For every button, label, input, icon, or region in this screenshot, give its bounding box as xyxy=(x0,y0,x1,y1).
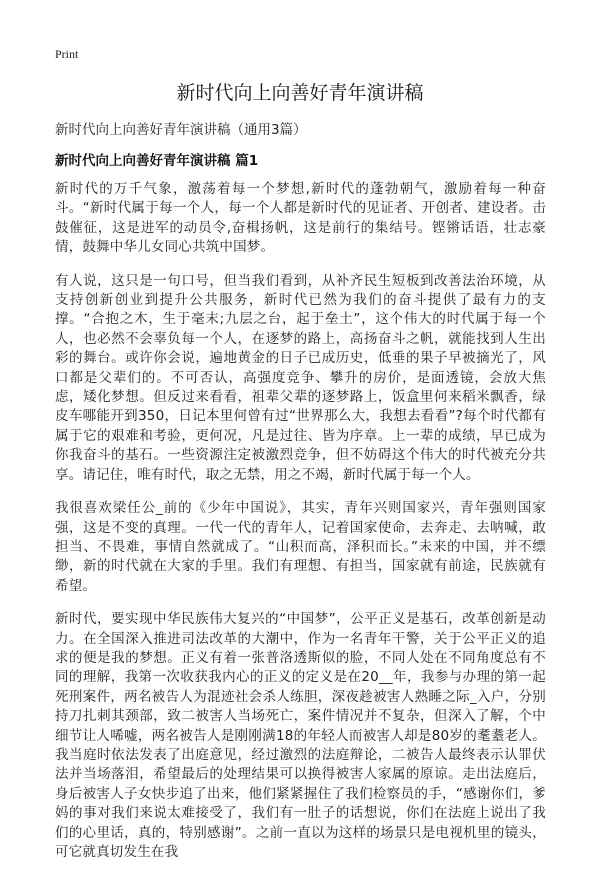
paragraph-1: 新时代的万千气象，激荡着每一个梦想,新时代的蓬勃朝气，激励着每一种奋斗。“新时代属于每一个人，每一个人都是新时代的见证者、开创者、建设者。击鼓催征，这是进军的动员令,奋楫扬帆，这是前行的集结号。铿锵话语，壮志豪情，鼓舞中华儿女同心共筑中国梦。 xyxy=(55,181,546,256)
paragraph-4: 新时代，要实现中华民族伟大复兴的“中国梦”，公平正义是基石，改革创新是动力。在全国深入推进司法改革的大潮中，作为一名青年干警，关于公平正义的追求的便是我的梦想。正义有着一张普洛透斯似的脸，不同人处在不同角度总有不同的理解，我第一次收获我内心的正义的定义是在20__年，我参与办理的第一起死刑案件，两名被告人为混迹社会杀人练胆，深夜趁被害人熟睡之际_入户，分别持刀扎刺其颈部，致二被害人当场死亡，案件情况并不复杂，但深入了解，个中细节让人唏嘘，两名被告人是刚刚满18的年轻人而被害人却是80岁的耄耋老人。我当庭时依法发表了出庭意见，经过激烈的法庭辩论，二被告人最终表示认罪伏法并当场落泪，希望最后的处理结果可以换得被害人家属的原谅。走出法庭后，身后被害人子女快步追了出来，他们紧紧握住了我们检察员的手，“感谢你们，爹妈的事对我们来说太难接受了，我们有一肚子的话想说，你们在法庭上说出了我们的心里话，真的，特别感谢”。之前一直以为这样的场景只是电视机里的镜头，可它就真切发生在我 xyxy=(55,611,546,860)
paragraph-3: 我很喜欢梁任公_前的《少年中国说》，其实，青年兴则国家兴，青年强则国家强，这是不变的真理。一代一代的青年人，记着国家使命，去奔走、去呐喊，敢担当、不畏难，事情自然就成了。“山积而高，泽积而长。”未来的中国，并不缥缈，新的时代就在大家的手里。我们有理想、有担当，国家就有前途，民族就有希望。 xyxy=(55,500,546,594)
document-subtitle: 新时代向上向善好青年演讲稿（通用3篇） xyxy=(55,122,307,138)
section-heading: 新时代向上向善好青年演讲稿 篇1 xyxy=(55,153,259,169)
page-title: 新时代向上向善好青年演讲稿 xyxy=(176,82,424,104)
article-body xyxy=(55,180,546,876)
print-link[interactable]: Print xyxy=(55,47,79,61)
paragraph-2: 有人说，这只是一句口号，但当我们看到，从补齐民生短板到改善法治环境，从支持创新创业到提升公共服务，新时代已然为我们的奋斗提供了最有力的支撑。“合抱之木，生于毫末;九层之台，起于垒土”，这个伟大的时代属于每一个人，也必然不会辜负每一个人，在逐梦的路上，高扬奋斗之帆，就能找到人生出彩的舞台。或许你会说，遍地黄金的日子已成历史，低垂的果子早被摘光了，风口都是父辈们的。不可否认，高强度竞争、攀升的房价，是面透镜，会放大焦虑，矮化梦想。但反过来看看，祖辈父辈的逐梦路上，饭盒里何来稻米飘香，绿皮车哪能开到350，日记本里何曾有过“世界那么大，我想去看看”?每个时代都有属于它的艰难和考验，更何况，凡是过往、皆为序章。上一辈的成绩，早已成为你我奋斗的基石。一些资源注定被激烈竞争，但不妨碍这个伟大的时代被充分共享。请记住，唯有时代，取之无禁，用之不竭，新时代属于每一个人。 xyxy=(55,272,546,483)
